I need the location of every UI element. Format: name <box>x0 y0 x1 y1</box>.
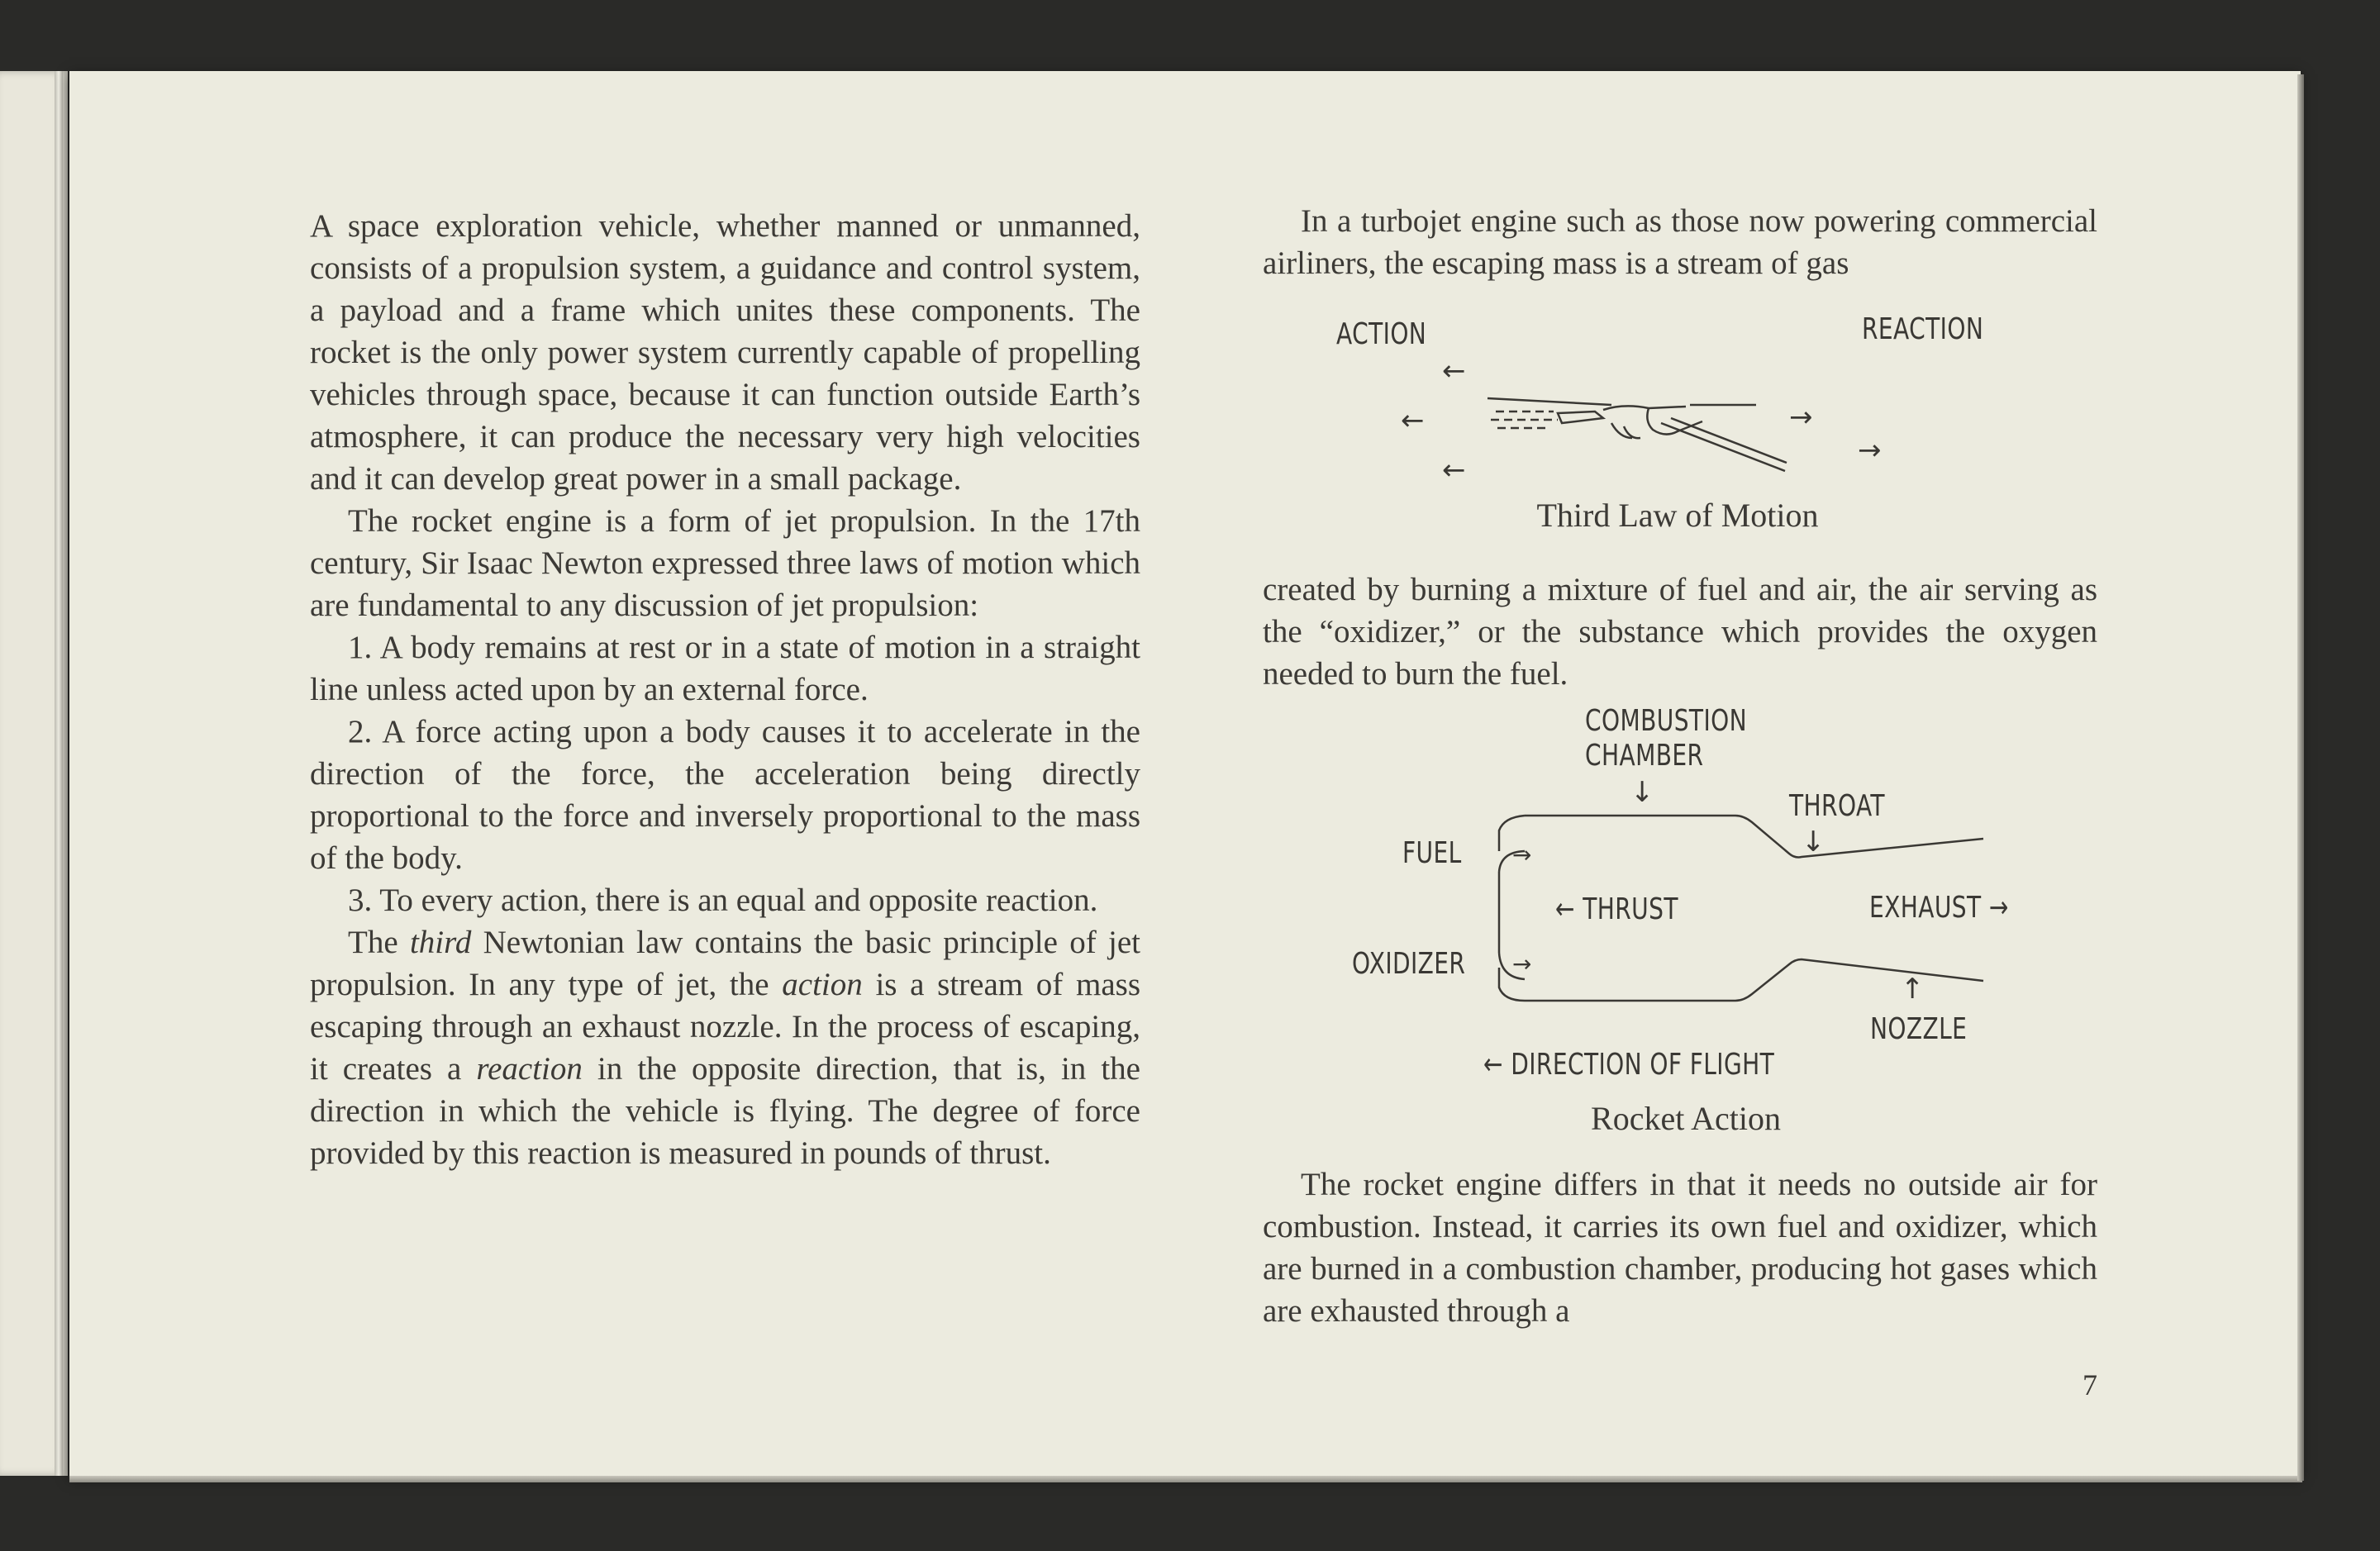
law-one: 1. A body remains at rest or in a state of motion in a straight line unless acted upon by an external force. <box>310 630 1140 707</box>
text-span: in the opposite direction, that is, in the direction in which the vehicle is flying. The degree of force provided by this reaction is measured in pounds of thrust. <box>310 1051 1140 1171</box>
right-text-bottom <box>1263 1163 2097 1332</box>
book-gutter <box>55 71 63 1476</box>
page-number: 7 <box>2082 1368 2097 1401</box>
down-arrow-icon: ↓ <box>1630 776 1654 809</box>
hose-hand-illustration <box>1479 380 1826 479</box>
right-text-middle <box>1263 569 2097 695</box>
intro-paragraph: A space exploration vehicle, whether manned or unmanned, consists of a propulsion system, a guidance and control system, a payload and a frame which unites these components. The rocket is the only power system currently capable of propelling vehicles through space, because it can function outside Earth’s atmosphere, it can produce the necessary very high velocities and it can develop great power in a small package. <box>310 208 1140 497</box>
emphasis-third: third <box>409 925 472 960</box>
up-arrow-icon: ↑ <box>1901 973 1925 1006</box>
text-span: The <box>348 925 410 960</box>
page-right-edge <box>2297 74 2304 1481</box>
emphasis-reaction: reaction <box>476 1051 583 1087</box>
nozzle-label: NOZZLE <box>1870 1012 1968 1046</box>
action-label: ACTION <box>1336 317 1427 351</box>
newton-paragraph: The rocket engine is a form of jet propulsion. In the 17th century, Sir Isaac Newton expressed three laws of motion which are fundamental to any discussion of jet propulsion: <box>310 503 1140 623</box>
figure2-caption: Rocket Action <box>1591 1100 1781 1137</box>
rocket-engine-outline <box>1488 806 1992 1012</box>
left-arrow-icon: ← <box>1442 454 1466 487</box>
emphasis-action: action <box>782 967 863 1002</box>
throat-label: THROAT <box>1789 789 1885 823</box>
law-three: 3. To every action, there is an equal and opposite reaction. <box>348 883 1098 918</box>
oxidizer-label: OXIDIZER <box>1352 947 1466 981</box>
direction-of-flight-label: ← DIRECTION OF FLIGHT <box>1483 1048 1775 1082</box>
exhaust-label: EXHAUST → <box>1869 891 2009 925</box>
fuel-label: FUEL <box>1402 836 1462 870</box>
right-arrow-icon: → <box>1789 401 1813 434</box>
right-arrow-icon: → <box>1858 434 1882 467</box>
down-arrow-icon: ↓ <box>1802 825 1825 859</box>
oxidizer-paragraph: created by burning a mixture of fuel and air, the air serving as the “oxidizer,” or the substance which provides the oxygen needed to burn the fuel. <box>1263 572 2097 692</box>
right-text-top <box>1263 200 2097 284</box>
left-arrow-icon: ← <box>1442 354 1466 388</box>
reaction-label: REACTION <box>1862 312 1984 346</box>
chamber-label: CHAMBER <box>1585 739 1704 773</box>
left-text-column <box>310 205 1140 1174</box>
figure1-caption: Third Law of Motion <box>1536 497 1819 534</box>
oxidizer-inlet-arrow-icon: → <box>1512 950 1532 978</box>
page-bottom-edge <box>69 1476 2302 1482</box>
text-span: is a stream of mass escaping through an exhaust nozzle. In the process of escaping, it creates a <box>310 967 1140 1087</box>
combustion-label: COMBUSTION <box>1585 704 1748 738</box>
fuel-inlet-arrow-icon: → <box>1512 841 1532 868</box>
rocket-engine-paragraph: The rocket engine differs in that it needs no outside air for combustion. Instead, it carries its own fuel and oxidizer, which are burned in a combustion chamber, producing hot gases which are exhausted through a <box>1263 1167 2097 1329</box>
third-law-paragraph <box>310 921 1140 1174</box>
text-span: Newtonian law contains the basic principle of jet propulsion. In any type of jet, the <box>310 925 1140 1002</box>
thrust-label: ← THRUST <box>1555 892 1678 926</box>
left-arrow-icon: ← <box>1401 404 1425 437</box>
turbojet-paragraph: In a turbojet engine such as those now powering commercial airliners, the escaping mass is a stream of gas <box>1263 203 2097 281</box>
law-two: 2. A force acting upon a body causes it to accelerate in the direction of the force, the acceleration being directly proportional to the force and inversely proportional to the mass of the body. <box>310 714 1140 876</box>
